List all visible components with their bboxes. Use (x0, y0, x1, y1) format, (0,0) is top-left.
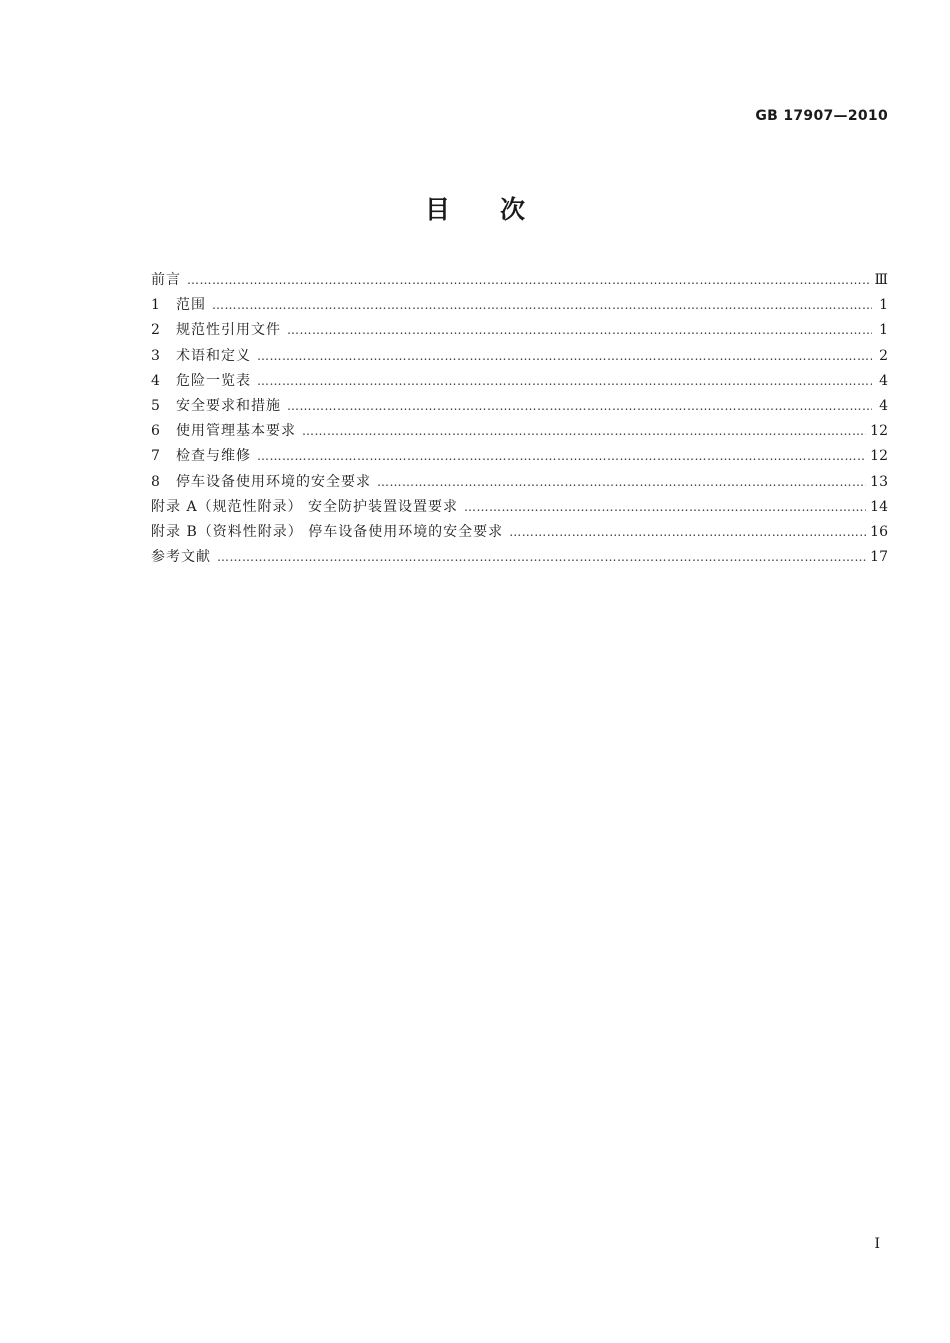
toc-entry-bibliography[interactable] (151, 545, 888, 570)
toc-entry-number: 8 (151, 473, 160, 490)
toc-entry-number: 3 (151, 347, 160, 364)
toc-entry-4[interactable] (151, 369, 888, 394)
toc-entry-label: 参考文献 (151, 549, 211, 566)
toc-leader-dots (212, 293, 872, 318)
page-number: I (874, 1236, 880, 1252)
toc-entry-page: 17 (870, 549, 888, 566)
toc-entry-5[interactable] (151, 394, 888, 419)
toc-entry-page: 14 (870, 498, 888, 515)
toc-entry-foreword[interactable] (151, 268, 888, 293)
toc-leader-dots (377, 470, 866, 495)
toc-entry-label: 危险一览表 (176, 372, 251, 389)
toc-entry-7[interactable] (151, 444, 888, 469)
page-title: 目次 (424, 195, 575, 224)
toc-entry-page: 4 (879, 372, 888, 389)
toc-leader-dots (287, 318, 872, 343)
table-of-contents (151, 268, 888, 570)
toc-entry-number: 7 (151, 448, 160, 465)
toc-leader-dots (302, 419, 866, 444)
toc-entry-page: 1 (879, 322, 888, 339)
toc-entry-page: 1 (879, 297, 888, 314)
toc-entry-label: 检查与维修 (176, 448, 251, 465)
toc-leader-dots (464, 495, 866, 520)
toc-entry-annex-a[interactable] (151, 495, 888, 520)
toc-entry-label: 使用管理基本要求 (176, 423, 296, 440)
toc-entry-label: 术语和定义 (176, 347, 251, 364)
toc-entry-number: 2 (151, 322, 160, 339)
toc-entry-label: 安全要求和措施 (176, 397, 281, 414)
standard-number: GB 17907—2010 (755, 108, 888, 124)
toc-entry-label: 范围 (176, 297, 206, 314)
toc-entry-page: 2 (879, 347, 888, 364)
toc-leader-dots (257, 444, 866, 469)
toc-leader-dots (287, 394, 872, 419)
toc-leader-dots (257, 369, 872, 394)
toc-entry-label: 附录 B（资料性附录） 停车设备使用环境的安全要求 (151, 523, 504, 540)
toc-entry-number: 6 (151, 423, 160, 440)
toc-entry-8[interactable] (151, 470, 888, 495)
toc-entry-label: 停车设备使用环境的安全要求 (176, 473, 371, 490)
toc-entry-annex-b[interactable] (151, 520, 888, 545)
toc-entry-page: Ⅲ (874, 272, 888, 288)
toc-entry-label: 附录 A（规范性附录） 安全防护装置设置要求 (151, 498, 459, 515)
toc-entry-number: 1 (151, 297, 160, 314)
toc-entry-page: 12 (870, 423, 888, 440)
toc-leader-dots (509, 520, 866, 545)
toc-entry-1[interactable] (151, 293, 888, 318)
toc-entry-page: 4 (879, 397, 888, 414)
toc-entry-number: 4 (151, 372, 160, 389)
toc-entry-3[interactable] (151, 344, 888, 369)
toc-entry-page: 13 (870, 473, 888, 490)
toc-entry-2[interactable] (151, 318, 888, 343)
toc-leader-dots (217, 545, 866, 570)
toc-entry-label: 前言 (151, 272, 181, 288)
toc-entry-6[interactable] (151, 419, 888, 444)
toc-entry-label: 规范性引用文件 (176, 322, 281, 339)
toc-leader-dots (187, 268, 870, 293)
toc-entry-page: 12 (870, 448, 888, 465)
toc-leader-dots (257, 344, 872, 369)
toc-entry-page: 16 (870, 523, 888, 540)
toc-entry-number: 5 (151, 397, 160, 414)
